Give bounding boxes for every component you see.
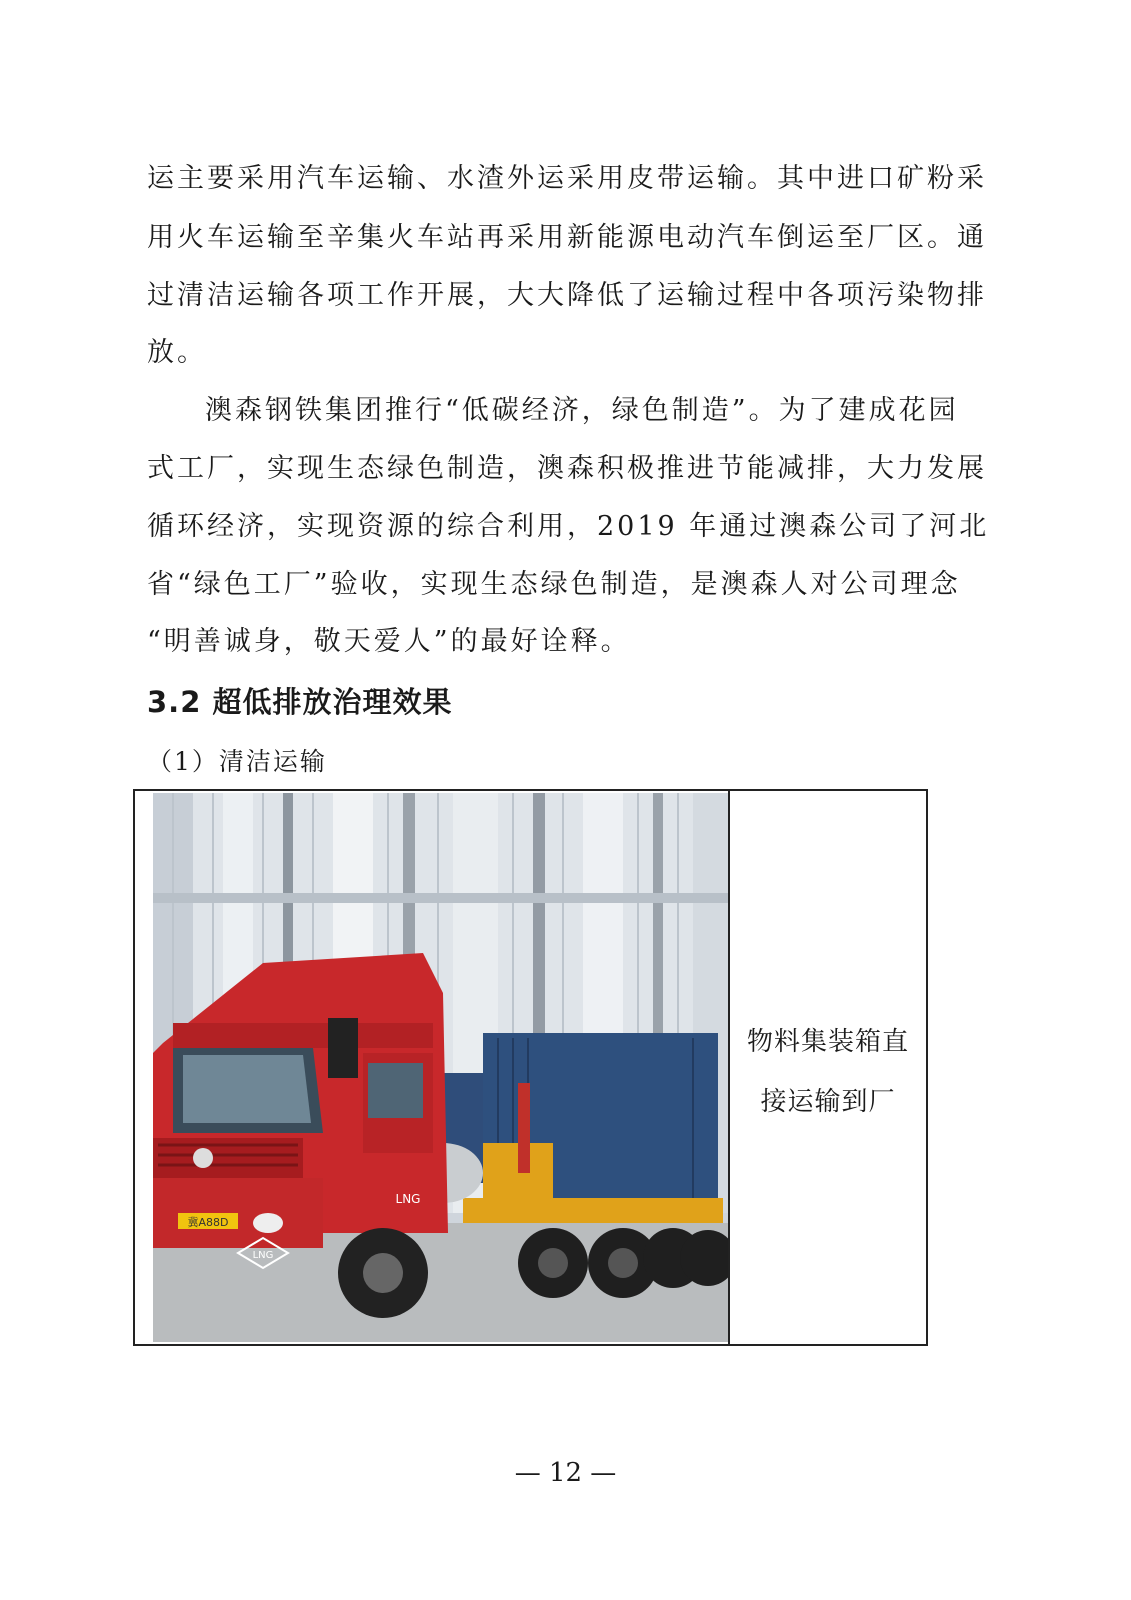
lng-side-label: LNG — [395, 1192, 421, 1206]
license-plate: 冀A88D — [187, 1216, 229, 1229]
paragraph-1-line-2: 用火车运输至辛集火车站再采用新能源电动汽车倒运至厂区。通 — [147, 222, 987, 253]
paragraph-2-line-3: 循环经济，实现资源的综合利用，2019 年通过澳森公司了河北 — [147, 511, 990, 542]
section-heading: 3.2 超低排放治理效果 — [147, 685, 453, 719]
paragraph-2-line-5: “明善诚身，敬天爱人”的最好诠释。 — [147, 626, 631, 657]
truck-photo — [153, 793, 728, 1342]
truck-photo-illustration — [153, 793, 728, 1342]
photo-cell — [135, 791, 730, 1344]
paragraph-2-line-1: 澳森钢铁集团推行“低碳经济，绿色制造”。为了建成花园 — [205, 395, 959, 426]
lng-badge: LNG — [252, 1250, 274, 1261]
caption-line-2: 接运输到厂 — [760, 1087, 896, 1117]
paragraph-1-line-1: 运主要采用汽车运输、水渣外运采用皮带运输。其中进口矿粉采 — [147, 163, 987, 194]
caption-line-1: 物料集装箱直 — [746, 1027, 909, 1057]
paragraph-1-line-4: 放。 — [147, 337, 207, 368]
caption-cell — [730, 791, 926, 1344]
section-subheading: （1）清洁运输 — [147, 747, 327, 776]
figure-table — [133, 789, 928, 1346]
paragraph-2-line-2: 式工厂，实现生态绿色制造，澳森积极推进节能减排，大力发展 — [147, 453, 987, 484]
paragraph-2-line-4: 省“绿色工厂”验收，实现生态绿色制造，是澳森人对公司理念 — [147, 569, 961, 600]
paragraph-1-line-3: 过清洁运输各项工作开展，大大降低了运输过程中各项污染物排 — [147, 280, 987, 311]
page-number: — 12 — — [514, 1458, 617, 1488]
